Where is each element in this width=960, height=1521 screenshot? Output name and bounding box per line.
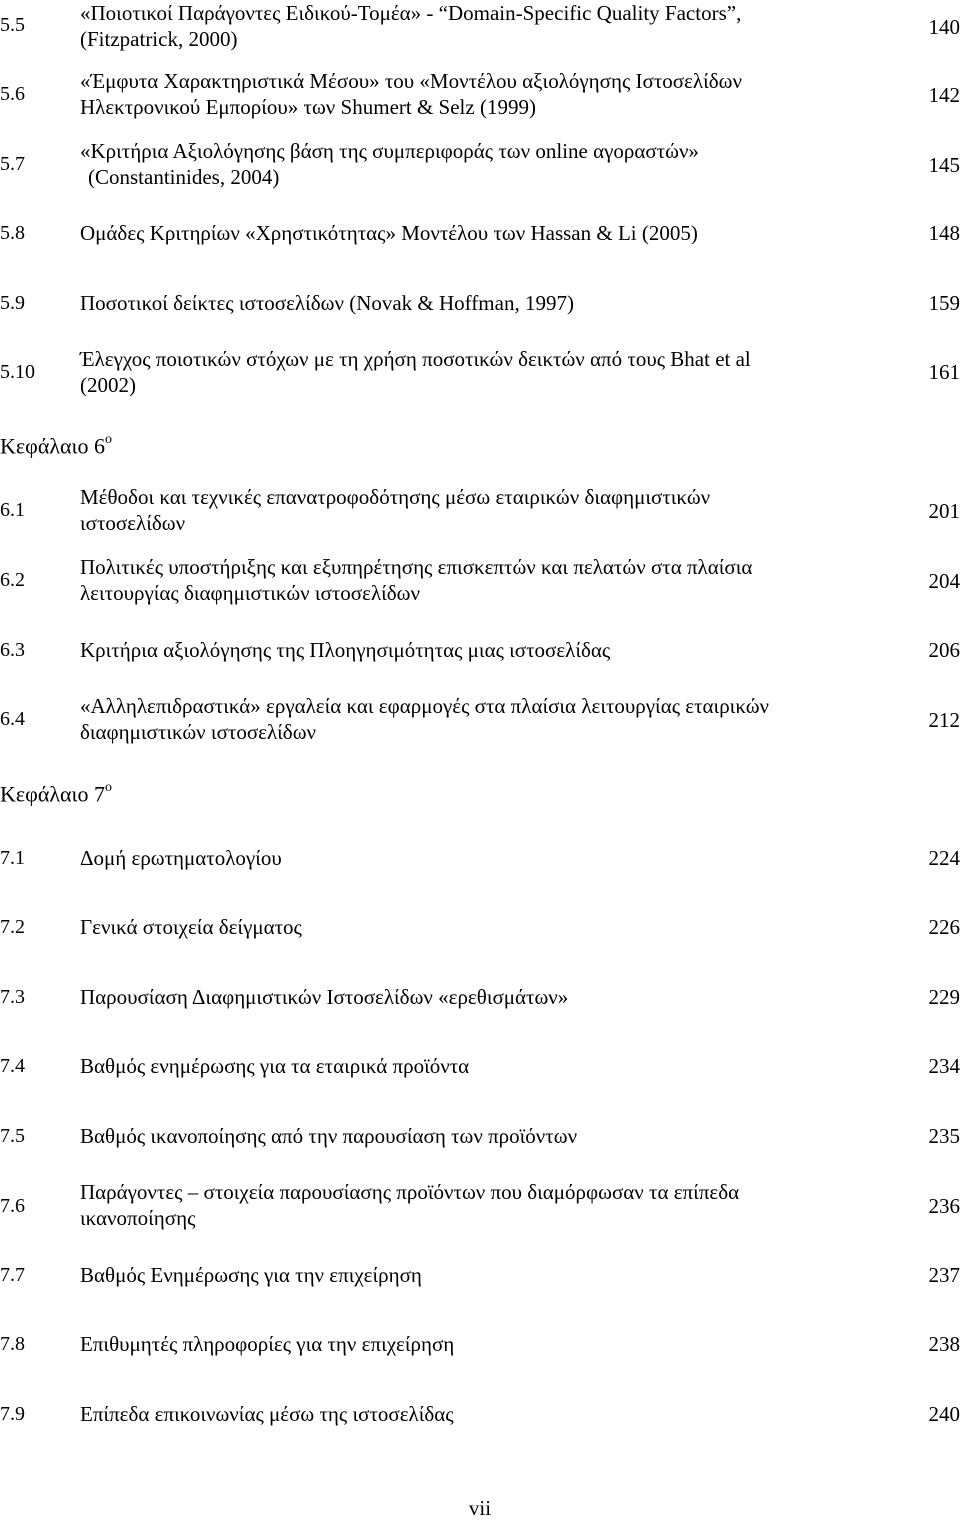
section-number: 5.7 bbox=[0, 153, 25, 175]
page-number: 226 bbox=[928, 915, 960, 939]
page-number: 204 bbox=[928, 569, 960, 593]
section-number: 5.10 bbox=[0, 361, 35, 383]
section-title: Δομή ερωτηματολογίου bbox=[80, 846, 282, 870]
page-footer-number: vii bbox=[468, 1496, 492, 1520]
page-number: 159 bbox=[928, 291, 960, 315]
section-title: Κριτήρια αξιολόγησης της Πλοηγησιμότητας μιας ιστοσελίδας bbox=[80, 638, 611, 662]
section-number: 6.2 bbox=[0, 569, 25, 591]
section-number: 7.9 bbox=[0, 1403, 25, 1425]
section-number: 5.6 bbox=[0, 83, 25, 105]
section-title: Ποσοτικοί δείκτες ιστοσελίδων (Novak & Hoffman, 1997) bbox=[80, 291, 574, 315]
page-number: 161 bbox=[928, 360, 960, 384]
page-number: 140 bbox=[928, 15, 960, 39]
section-title: Παράγοντες – στοιχεία παρουσίασης προϊόντων που διαμόρφωσαν τα επίπεδα ικανοποίησης bbox=[80, 1180, 740, 1230]
page-number: 201 bbox=[928, 499, 960, 523]
section-number: 7.7 bbox=[0, 1264, 25, 1286]
section-title: «Αλληλεπιδραστικά» εργαλεία και εφαρμογές στα πλαίσια λειτουργίας εταιρικών διαφημιστικών ιστοσελίδων bbox=[80, 694, 770, 744]
section-number: 7.2 bbox=[0, 916, 25, 938]
chapter-ordinal: ο bbox=[104, 780, 112, 795]
page-number: 236 bbox=[928, 1194, 960, 1218]
section-number: 6.1 bbox=[0, 499, 25, 521]
section-title: Μέθοδοι και τεχνικές επανατροφοδότησης μέσω εταιρικών διαφημιστικών ιστοσελίδων bbox=[80, 485, 711, 535]
section-number: 7.3 bbox=[0, 986, 25, 1008]
section-number: 5.9 bbox=[0, 292, 25, 314]
section-title: Γενικά στοιχεία δείγματος bbox=[80, 915, 302, 939]
section-title: Βαθμός ικανοποίησης από την παρουσίαση των προϊόντων bbox=[80, 1124, 578, 1148]
section-number: 7.4 bbox=[0, 1055, 25, 1077]
section-title: Ομάδες Κριτηρίων «Χρηστικότητας» Μοντέλου των Hassan & Li (2005) bbox=[80, 221, 698, 245]
section-title: Πολιτικές υποστήριξης και εξυπηρέτησης επισκεπτών και πελατών στα πλαίσια λειτουργίας διαφημιστικών ιστοσελίδων bbox=[80, 555, 753, 605]
page-number: 238 bbox=[928, 1332, 960, 1356]
section-title: Έλεγχος ποιοτικών στόχων με τη χρήση ποσοτικών δεικτών από τους Bhat et al (2002) bbox=[80, 347, 751, 397]
section-title: Επίπεδα επικοινωνίας μέσω της ιστοσελίδας bbox=[80, 1402, 454, 1426]
page-number: 212 bbox=[928, 708, 960, 732]
section-number: 6.4 bbox=[0, 708, 25, 730]
page-number: 229 bbox=[928, 985, 960, 1009]
page-number: 224 bbox=[928, 846, 960, 870]
section-title: Βαθμός ενημέρωσης για τα εταιρικά προϊόντα bbox=[80, 1054, 470, 1078]
page-number: 237 bbox=[928, 1263, 960, 1287]
section-title: «Ποιοτικοί Παράγοντες Ειδικού-Τομέα» - “Domain-Specific Quality Factors”, (Fitzpatrick, 2000) bbox=[80, 1, 742, 51]
section-number: 7.5 bbox=[0, 1125, 25, 1147]
page-number: 234 bbox=[928, 1054, 960, 1078]
page-number: 240 bbox=[928, 1402, 960, 1426]
chapter-heading-6[interactable] bbox=[0, 428, 112, 460]
section-title: Επιθυμητές πληροφορίες για την επιχείρηση bbox=[80, 1332, 455, 1356]
section-number: 7.6 bbox=[0, 1195, 25, 1217]
section-title: Παρουσίαση Διαφημιστικών Ιστοσελίδων «ερεθισμάτων» bbox=[80, 985, 569, 1009]
section-number: 5.5 bbox=[0, 14, 25, 36]
section-number: 7.8 bbox=[0, 1333, 25, 1355]
page-number: 142 bbox=[928, 83, 960, 107]
chapter-heading-7[interactable] bbox=[0, 776, 112, 808]
section-number: 6.3 bbox=[0, 639, 25, 661]
section-title: «Έμφυτα Χαρακτηριστικά Μέσου» του «Μοντέλου αξιολόγησης Ιστοσελίδων Ηλεκτρονικού Εμπορίου» των Shumert & Selz (1999) bbox=[80, 69, 742, 119]
page-number: 235 bbox=[928, 1124, 960, 1148]
page-number: 206 bbox=[928, 638, 960, 662]
section-number: 7.1 bbox=[0, 847, 25, 869]
section-title: «Κριτήρια Αξιολόγησης βάση της συμπεριφοράς των online αγοραστών» (Constantinides, 2004) bbox=[80, 139, 699, 189]
chapter-label: Κεφάλαιο 7 bbox=[0, 781, 105, 807]
chapter-label: Κεφάλαιο 6 bbox=[0, 433, 105, 459]
chapter-ordinal: ο bbox=[104, 432, 112, 447]
page-number: 148 bbox=[928, 221, 960, 245]
section-number: 5.8 bbox=[0, 222, 25, 244]
page-number: 145 bbox=[928, 153, 960, 177]
section-title: Βαθμός Ενημέρωσης για την επιχείρηση bbox=[80, 1263, 422, 1287]
